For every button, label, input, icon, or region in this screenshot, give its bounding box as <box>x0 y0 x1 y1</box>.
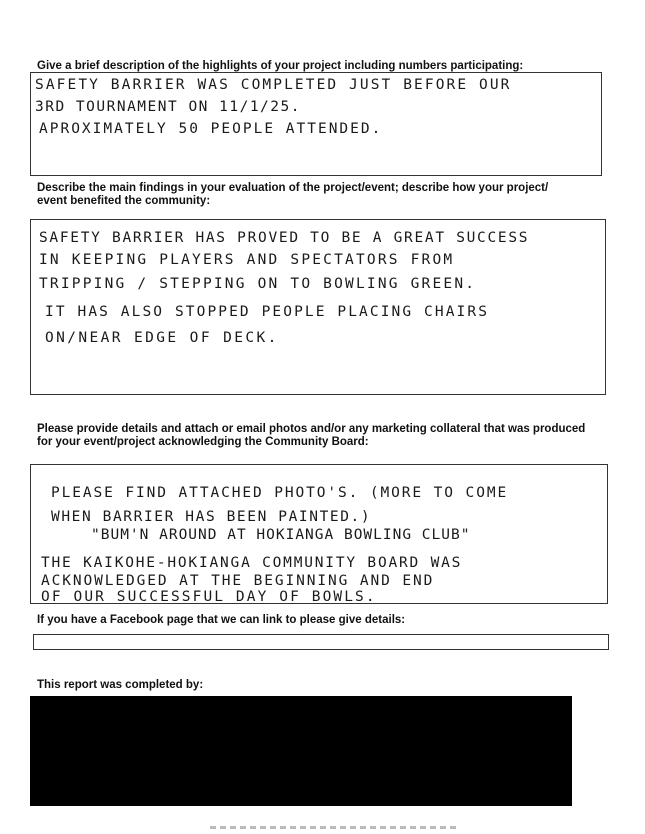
findings-line-5: ON/NEAR EDGE OF DECK. <box>45 330 279 346</box>
photos-line-4: THE KAIKOHE-HOKIANGA COMMUNITY BOARD WAS <box>41 555 463 571</box>
photos-line-5: ACKNOWLEDGED AT THE BEGINNING AND END <box>41 573 435 589</box>
photos-question: Please provide details and attach or email photos and/or any marketing collateral that was produced for your event/project acknowledging the Community Board: <box>37 423 586 448</box>
photos-line-6: OF OUR SUCCESSFUL DAY OF BOWLS. <box>41 589 377 605</box>
completed-by-label: This report was completed by: <box>37 679 204 691</box>
photos-line-2: WHEN BARRIER HAS BEEN PAINTED.) <box>51 509 372 525</box>
highlights-answer-box[interactable] <box>30 72 602 176</box>
highlights-line-3: APROXIMATELY 50 PEOPLE ATTENDED. <box>39 121 383 137</box>
photos-line-3: "BUM'N AROUND AT HOKIANGA BOWLING CLUB" <box>91 527 471 543</box>
highlights-question: Give a brief description of the highlights of your project including numbers participating: <box>37 60 524 72</box>
footer-illegible-text <box>210 826 460 829</box>
photos-line-1: PLEASE FIND ATTACHED PHOTO'S. (MORE TO COME <box>51 485 509 501</box>
highlights-line-1: SAFETY BARRIER WAS COMPLETED JUST BEFORE OUR <box>35 77 512 93</box>
photos-answer-box[interactable] <box>30 464 608 604</box>
facebook-question: If you have a Facebook page that we can link to please give details: <box>37 614 406 626</box>
highlights-line-2: 3RD TOURNAMENT ON 11/1/25. <box>35 99 301 115</box>
findings-answer-box[interactable] <box>30 219 606 395</box>
findings-line-1: SAFETY BARRIER HAS PROVED TO BE A GREAT SUCCESS <box>39 230 530 246</box>
facebook-field[interactable] <box>33 634 609 650</box>
redacted-signature-block <box>30 696 572 806</box>
findings-line-3: TRIPPING / STEPPING ON TO BOWLING GREEN. <box>39 276 477 292</box>
findings-line-2: IN KEEPING PLAYERS AND SPECTATORS FROM <box>39 252 455 268</box>
findings-line-4: IT HAS ALSO STOPPED PEOPLE PLACING CHAIRS <box>45 304 490 320</box>
findings-question: Describe the main findings in your evaluation of the project/event; describe how your project/ event benefited the community: <box>37 182 549 207</box>
